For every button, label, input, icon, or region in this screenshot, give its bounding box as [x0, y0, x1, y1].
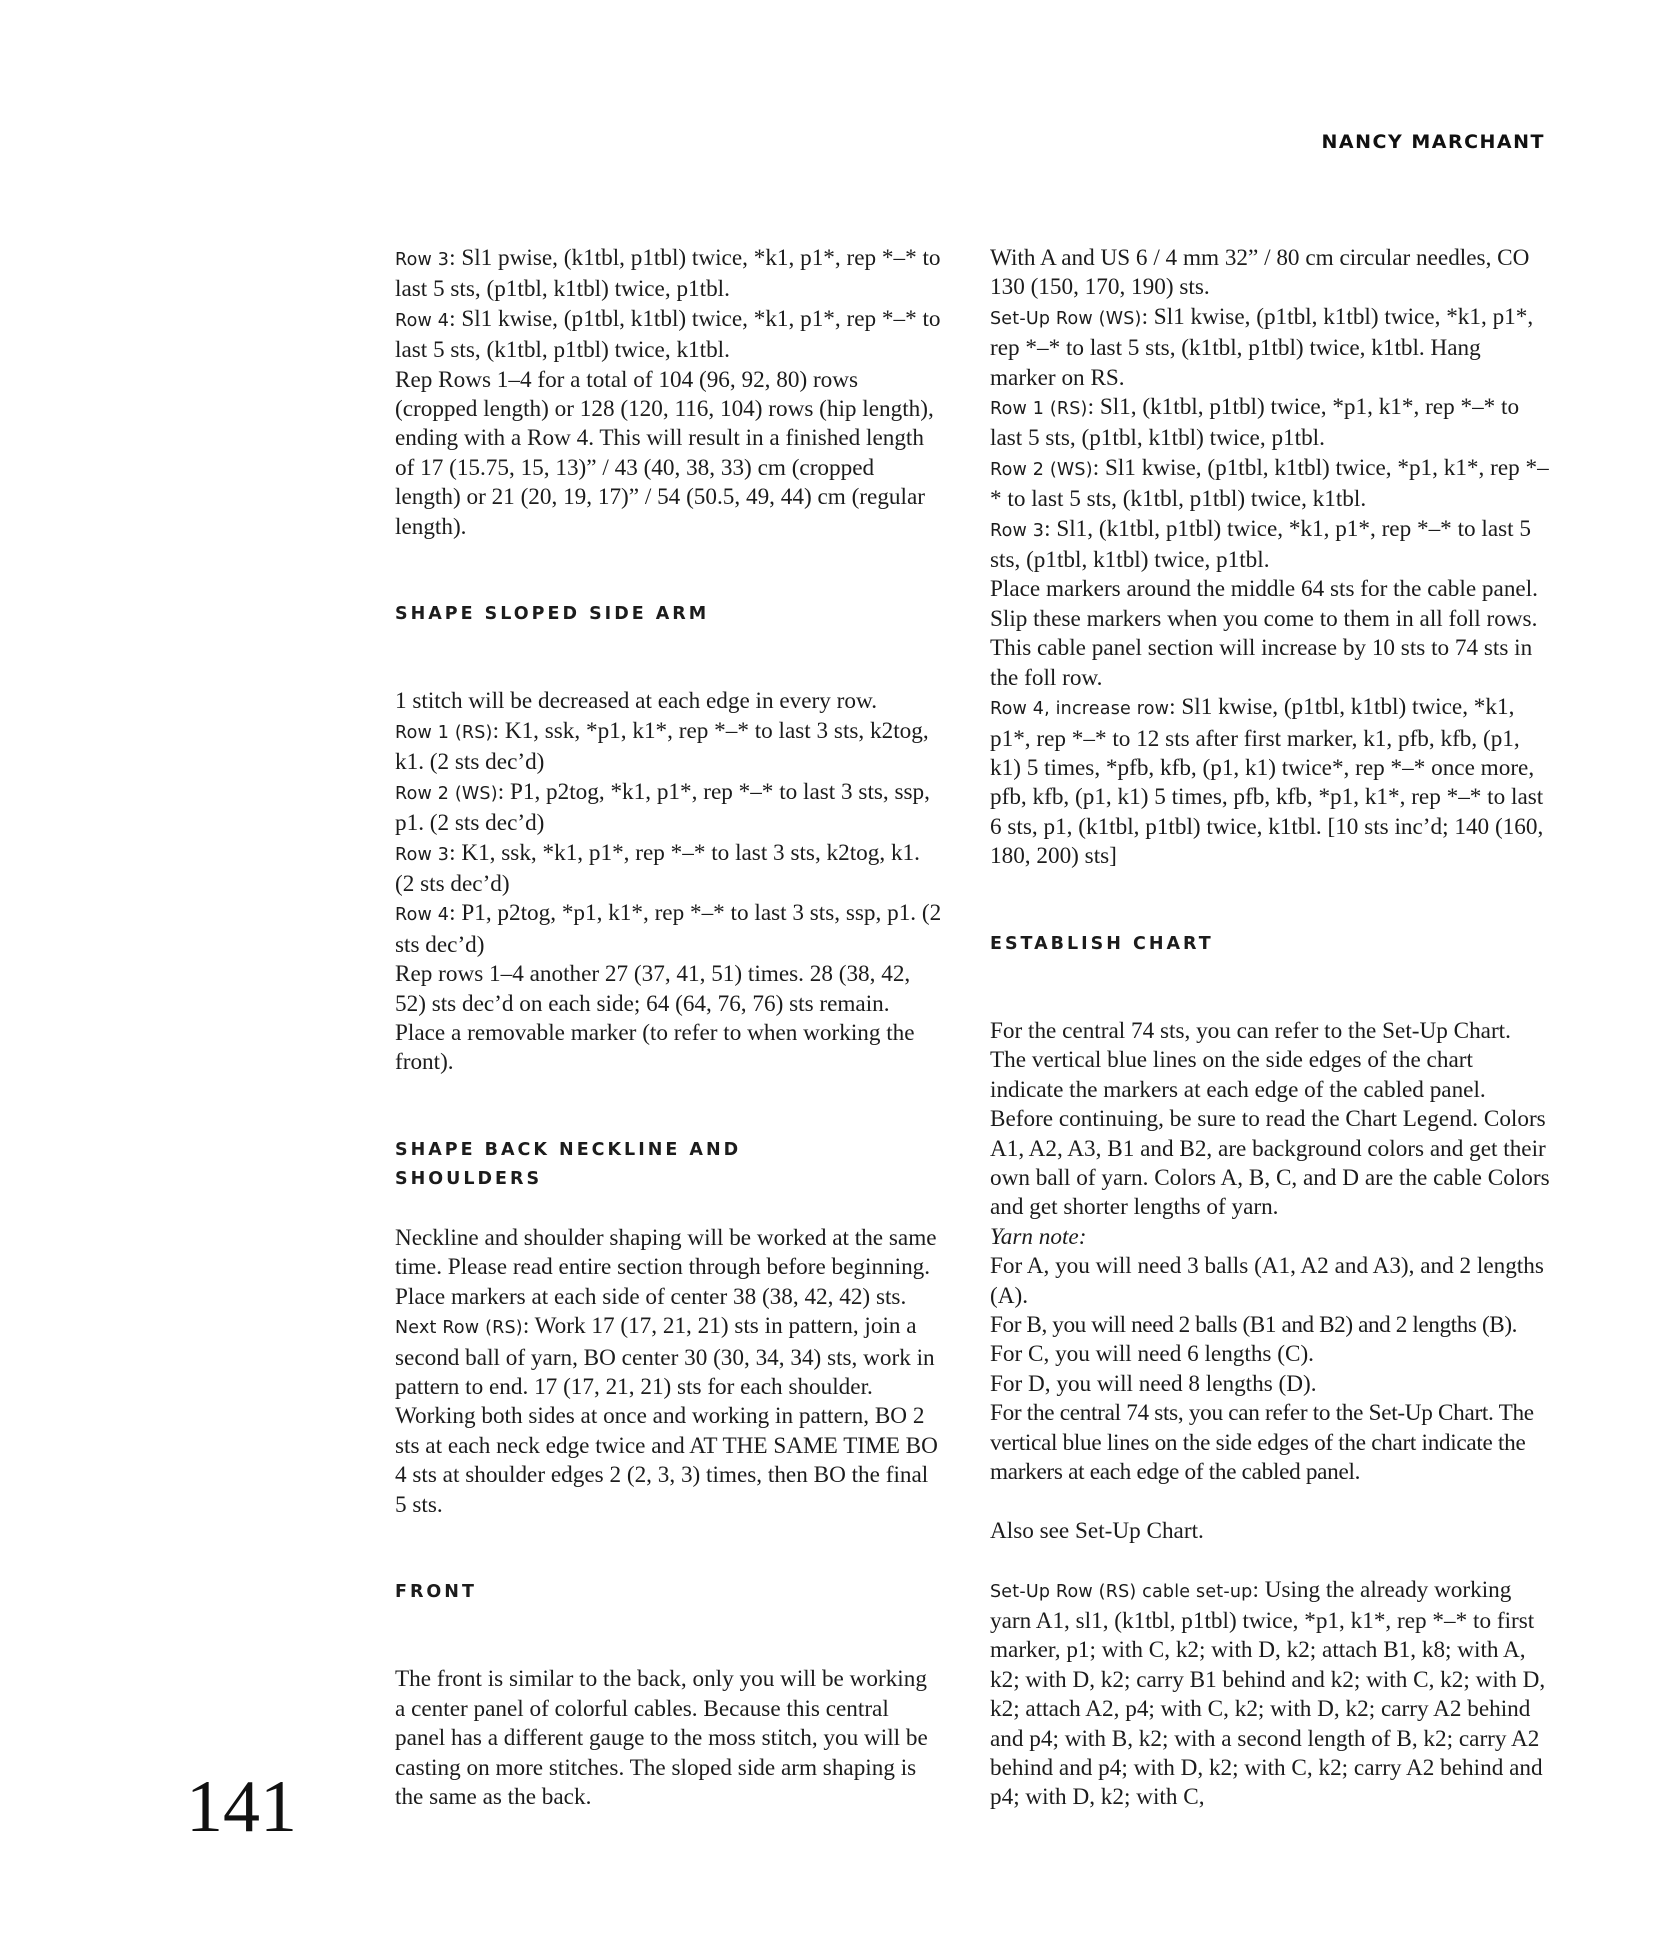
left-column: [395, 244, 943, 1812]
paragraph-text: Neckline and shoulder shaping will be worked at the same time. Please read entire section through before beginning.: [395, 1224, 937, 1281]
paragraph: [395, 1283, 943, 1312]
section-heading-back-neckline-line1: SHAPE BACK NECKLINE AND: [395, 1139, 742, 1160]
left-block-3: [395, 1224, 943, 1520]
paragraph-text: Rep Rows 1–4 for a total of 104 (96, 92, 80) rows (cropped length) or 128 (120, 116, 104) rows (hip length), ending with a Row 4. This will result in a finished length of 17 (15.75, 15, 13)” / 43 (40, 38, 33) cm (cropped length) or 21 (20, 19, 17)” / 54 (50.5, 49, 44) cm (regular length).: [395, 366, 934, 540]
paragraph: [990, 1311, 1550, 1340]
row-label: Next Row (RS): [395, 1318, 523, 1339]
paragraph: [395, 366, 943, 542]
row-label: Row 4: [395, 310, 450, 331]
paragraph: [395, 960, 943, 1019]
row-label: Row 3: [990, 520, 1045, 541]
also-see-text: Also see Set-Up Chart.: [990, 1517, 1204, 1544]
paragraph-text: : Sl1 kwise, (p1tbl, k1tbl) twice, *k1, p1*, rep *–* to last 5 sts, (k1tbl, p1tbl) twice, k1tbl.: [395, 305, 941, 364]
paragraph-text: : Sl1, (k1tbl, p1tbl) twice, *p1, k1*, rep *–* to last 5 sts, (p1tbl, k1tbl) twice, p1tbl.: [990, 394, 1520, 452]
paragraph-text: For A, you will need 3 balls (A1, A2 and A3), and 2 lengths (A).: [990, 1253, 1544, 1309]
row-label: Set-Up Row (WS): [990, 308, 1142, 329]
paragraph: [990, 1252, 1550, 1311]
paragraph: [990, 303, 1550, 393]
paragraph-text: : Using the already working yarn A1, sl1, (k1tbl, p1tbl) twice, *p1, k1*, rep *–* to first marker, p1; with C, k2; with D, k2; attach B1, k8; with A, k2; with D, k2; carry B1 behind and k2; with C, k2; with D, k2; attach A2, p4; with C, k2; with D, k2; carry A2 behind and p4; with B, k2; with a second length of B, k2; carry A2 behind and p4; with D, k2; with C, k2; carry A2 behind and p4; with D, k2; with C,: [990, 1576, 1546, 1811]
paragraph: [395, 1402, 943, 1520]
paragraph-text: For the central 74 sts, you can refer to the Set-Up Chart. The vertical blue lines on the side edges of the chart indicate the markers at each edge of the cabled panel.: [990, 1400, 1534, 1486]
section-heading-back-neckline-line2: SHOULDERS: [395, 1169, 543, 1190]
row-label: Row 4, increase row: [990, 699, 1170, 720]
paragraph-text: For the central 74 sts, you can refer to the Set-Up Chart. The vertical blue lines on the side edges of the chart indicate the markers at each edge of the cabled panel. Before continuing, be sure to read the Chart Legend. Colors A1, A2, A3, B1 and B2, are background colors and get their own ball of yarn. Colors A, B, C, and D are the cable Colors and get shorter lengths of yarn.: [990, 1017, 1550, 1221]
paragraph-text: Place markers at each side of center 38 (38, 42, 42) sts.: [395, 1283, 907, 1310]
paragraph: [395, 717, 943, 778]
left-block-4: [395, 1665, 943, 1812]
section-heading-establish-chart: ESTABLISH CHART: [990, 933, 1214, 954]
paragraph: [990, 515, 1550, 576]
paragraph-text: : K1, ssk, *k1, p1*, rep *–* to last 3 sts, k2tog, k1. (2 sts dec’d): [395, 839, 920, 897]
paragraph: [395, 687, 943, 716]
paragraph-text: : P1, p2tog, *k1, p1*, rep *–* to last 3 sts, ssp, p1. (2 sts dec’d): [395, 778, 930, 837]
paragraph: [395, 305, 943, 366]
row-label: Row 2 (WS): [395, 783, 498, 804]
paragraph-text: For D, you will need 8 lengths (D).: [990, 1370, 1317, 1397]
paragraph: [395, 1312, 943, 1402]
paragraph: [395, 839, 943, 900]
row-label: Row 4: [395, 905, 450, 926]
page-number: 141: [186, 1766, 297, 1848]
section-heading-sloped-side-arm: SHAPE SLOPED SIDE ARM: [395, 604, 710, 625]
paragraph: [990, 1370, 1550, 1399]
paragraph-text: : P1, p2tog, *p1, k1*, rep *–* to last 3 sts, ssp, p1. (2 sts dec’d): [395, 900, 942, 958]
paragraph: [395, 244, 943, 305]
paragraph-text: : Sl1 kwise, (p1tbl, k1tbl) twice, *k1, p1*, rep *–* to 12 sts after first marker, k1, pfb, kfb, (p1, k1) 5 times, *pfb, kfb, (p1, k1) twice*, rep *–* once more, pfb, kfb, (p1, k1) 5 times, pfb, kfb, *p1, k1*, rep *–* to last 6 sts, p1, (k1tbl, p1tbl) twice, k1tbl. [10 sts inc’d; 140 (160, 180, 200) sts]: [990, 694, 1544, 870]
section-heading-front: FRONT: [395, 1582, 477, 1603]
paragraph: [990, 1340, 1550, 1369]
row-label: Row 3: [395, 250, 450, 270]
row-label: Row 3: [395, 844, 450, 865]
paragraph-text: : Sl1 kwise, (p1tbl, k1tbl) twice, *k1, p1*, rep *–* to last 5 sts, (k1tbl, p1tbl) twice, k1tbl. Hang marker on RS.: [990, 303, 1534, 391]
paragraph-text: 1 stitch will be decreased at each edge in every row.: [395, 688, 878, 715]
paragraph-text: For C, you will need 6 lengths (C).: [990, 1341, 1314, 1368]
row-label: Row 1 (RS): [395, 722, 493, 743]
paragraph: [990, 1017, 1550, 1223]
paragraph: [990, 1576, 1550, 1813]
paragraph-text: Rep rows 1–4 another 27 (37, 41, 51) times. 28 (38, 42, 52) sts dec’d on each side; 64 (64, 76, 76) sts remain.: [395, 961, 911, 1017]
paragraph-text: Working both sides at once and working in pattern, BO 2 sts at each neck edge twice and AT THE SAME TIME BO 4 sts at shoulder edges 2 (2, 3, 3) times, then BO the final 5 sts.: [395, 1403, 938, 1518]
paragraph-text: : Work 17 (17, 21, 21) sts in pattern, join a second ball of yarn, BO center 30 (30, 34, 34) sts, work in pattern to end. 17 (17, 21, 21) sts for each shoulder.: [395, 1313, 935, 1400]
paragraph: [395, 1665, 943, 1812]
paragraph-text: : Sl1 pwise, (k1tbl, p1tbl) twice, *k1, p1*, rep *–* to last 5 sts, (p1tbl, k1tbl) twice, p1tbl.: [395, 245, 941, 303]
right-block-2: [990, 1017, 1550, 1223]
right-column: [990, 244, 1550, 1813]
paragraph: [990, 1399, 1550, 1487]
paragraph: [395, 1224, 943, 1283]
running-header-author: NANCY MARCHANT: [1321, 131, 1545, 153]
row-label: Set-Up Row (RS) cable set-up: [990, 1581, 1253, 1602]
paragraph: [990, 454, 1550, 515]
row-label: Row 1 (RS): [990, 399, 1088, 420]
paragraph: [990, 393, 1550, 454]
paragraph: [395, 899, 943, 960]
paragraph: [990, 575, 1550, 693]
paragraph-text: Place markers around the middle 64 sts for the cable panel. Slip these markers when you come to them in all foll rows. This cable panel section will increase by 10 sts to 74 sts in the foll row.: [990, 576, 1538, 691]
right-block-3: [990, 1252, 1550, 1487]
paragraph-text: : K1, ssk, *p1, k1*, rep *–* to last 3 sts, k2tog, k1. (2 sts dec’d): [395, 717, 929, 776]
paragraph: [395, 778, 943, 839]
left-block-1: [395, 244, 943, 542]
row-label: Row 2 (WS): [990, 459, 1093, 480]
paragraph-text: : Sl1 kwise, (p1tbl, k1tbl) twice, *p1, k1*, rep *–* to last 5 sts, (k1tbl, p1tbl) twice, k1tbl.: [990, 454, 1549, 513]
paragraph-text: : Sl1, (k1tbl, p1tbl) twice, *k1, p1*, rep *–* to last 5 sts, (p1tbl, k1tbl) twice, p1tbl.: [990, 515, 1531, 574]
right-block-4: [990, 1576, 1550, 1813]
right-block-1: [990, 244, 1550, 872]
left-block-2: [395, 687, 943, 1077]
paragraph-text: For B, you will need 2 balls (B1 and B2) and 2 lengths (B).: [990, 1312, 1518, 1338]
paragraph: [990, 244, 1550, 303]
paragraph: [990, 693, 1550, 871]
paragraph-text: The front is similar to the back, only you will be working a center panel of colorful cables. Because this central panel has a different gauge to the moss stitch, you will be casting on more stitches. The sloped side arm shaping is the same as the back.: [395, 1666, 928, 1811]
paragraph-text: Place a removable marker (to refer to when working the front).: [395, 1019, 915, 1076]
paragraph: [395, 1019, 943, 1078]
paragraph-text: With A and US 6 / 4 mm 32” / 80 cm circular needles, CO 130 (150, 170, 190) sts.: [990, 245, 1530, 301]
yarn-note-label: Yarn note:: [990, 1223, 1087, 1250]
